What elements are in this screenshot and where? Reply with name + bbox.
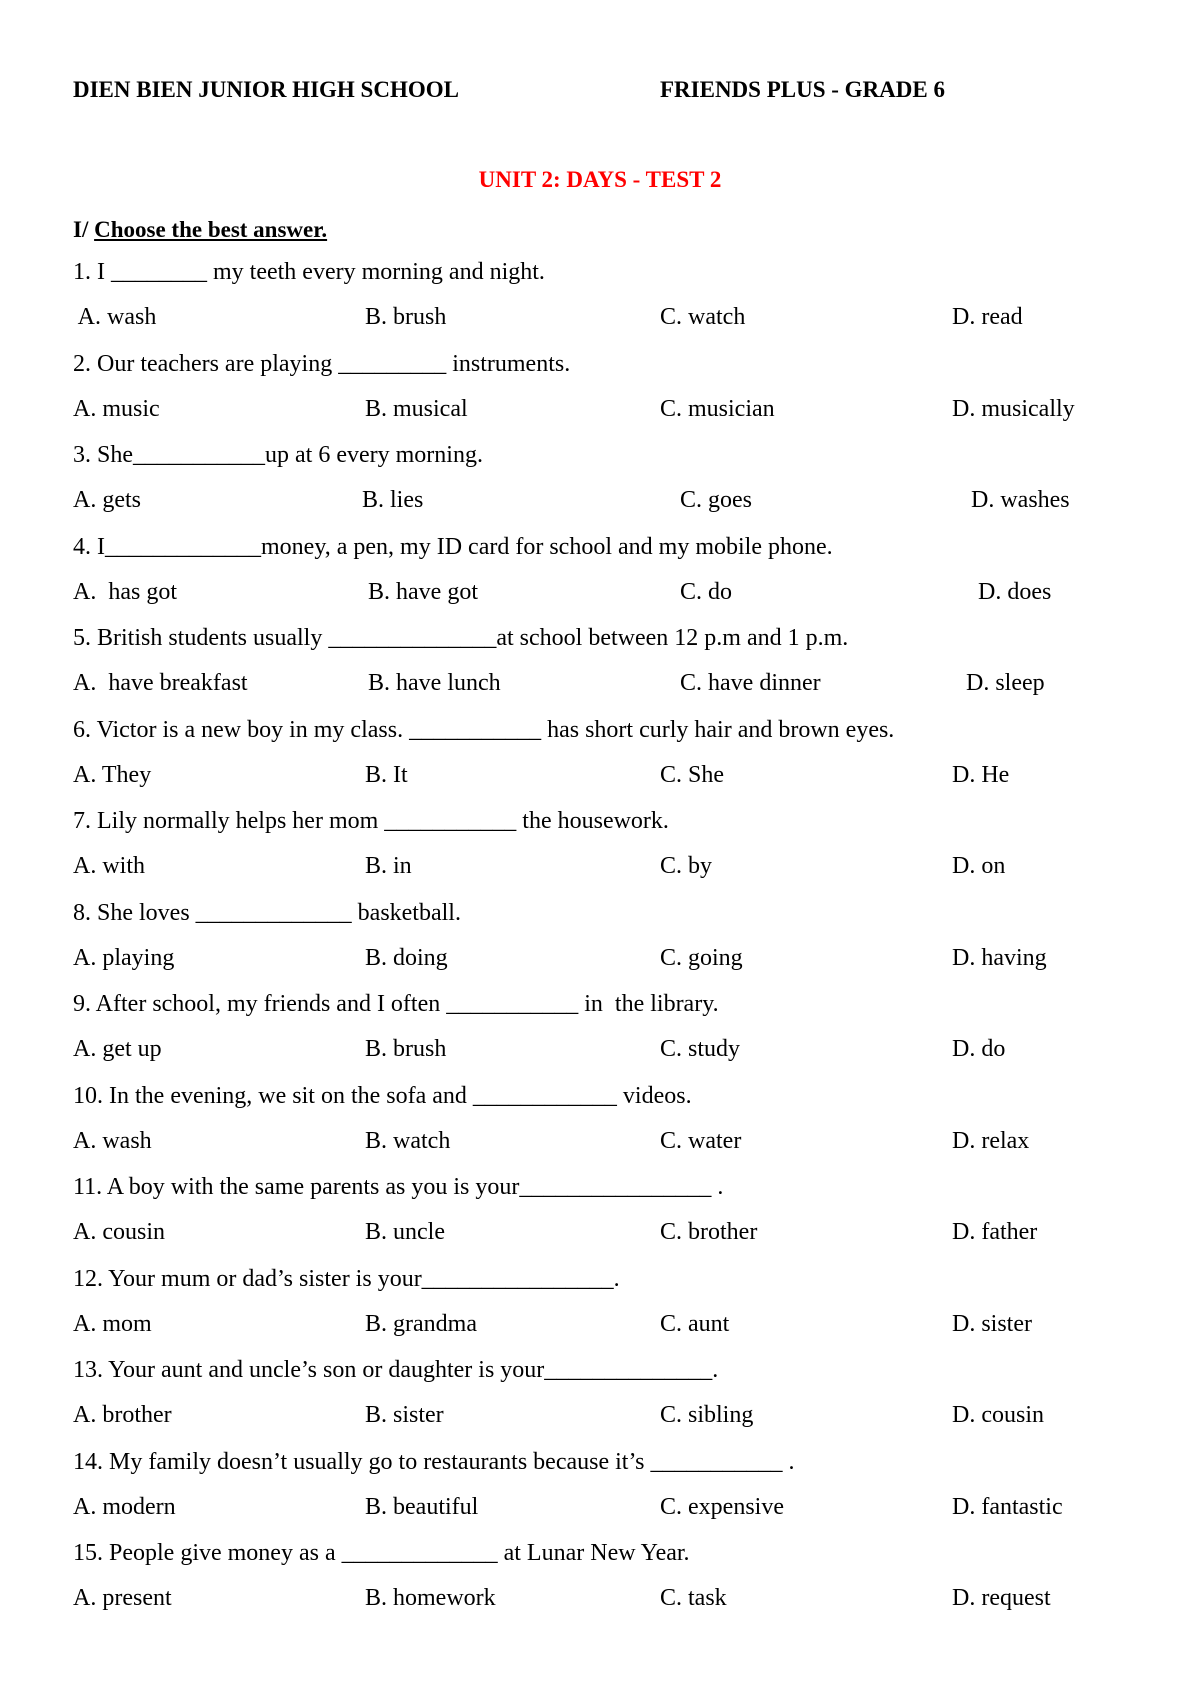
question-13-option-b: B. sister (365, 1402, 444, 1428)
question-10-option-d: D. relax (952, 1127, 1030, 1154)
question-5-option-b: B. have lunch (368, 670, 501, 696)
question-15-option-b: B. homework (365, 1585, 496, 1611)
question-3-text: 3. She___________up at 6 every morning. (73, 442, 483, 468)
question-13-text: 13. Your aunt and uncle’s son or daughter is your______________. (73, 1357, 719, 1383)
question-6-option-c: C. She (660, 761, 725, 788)
question-2-option-b: B. musical (365, 395, 468, 422)
question-13-option-a: A. brother (73, 1402, 172, 1428)
question-11-option-c: C. brother (660, 1219, 758, 1245)
question-4-option-b: B. have got (368, 578, 478, 605)
section-heading (73, 216, 327, 244)
section-number: I/ (73, 217, 89, 242)
question-8-option-a: A. playing (73, 944, 175, 971)
question-6-option-a: A. They (73, 761, 152, 788)
question-6-text: 6. Victor is a new boy in my class. ___________ has short curly hair and brown eyes. (73, 716, 895, 743)
question-12-option-d: D. sister (952, 1310, 1032, 1337)
question-9-option-a: A. get up (73, 1036, 162, 1062)
section-instruction: Choose the best answer. (94, 217, 328, 242)
question-8-option-d: D. having (952, 944, 1047, 971)
question-14-text: 14. My family doesn’t usually go to restaurants because it’s ___________ . (73, 1448, 795, 1475)
question-12-text: 12. Your mum or dad’s sister is your________________. (73, 1265, 620, 1292)
question-3-option-d: D. washes (971, 487, 1070, 513)
question-10-text: 10. In the evening, we sit on the sofa and ____________ videos. (73, 1082, 692, 1109)
question-14-option-a: A. modern (73, 1493, 176, 1520)
question-1-option-c: C. watch (660, 304, 746, 330)
question-9-option-b: B. brush (365, 1036, 447, 1062)
test-title: UNIT 2: DAYS - TEST 2 (478, 167, 722, 192)
question-15-option-d: D. request (952, 1585, 1051, 1611)
question-10-option-a: A. wash (73, 1127, 152, 1154)
question-1-option-d: D. read (952, 304, 1023, 330)
question-7-option-d: D. on (952, 853, 1006, 879)
question-13-option-d: D. cousin (952, 1402, 1044, 1428)
question-9-option-d: D. do (952, 1036, 1006, 1062)
question-14-option-b: B. beautiful (365, 1493, 479, 1520)
question-8-option-b: B. doing (365, 944, 448, 971)
course-name: FRIENDS PLUS - GRADE 6 (660, 77, 945, 102)
question-5-text: 5. British students usually ______________at school between 12 p.m and 1 p.m. (73, 625, 849, 651)
question-11-option-d: D. father (952, 1219, 1038, 1245)
question-12-option-a: A. mom (73, 1310, 152, 1337)
question-5-option-d: D. sleep (966, 670, 1045, 696)
question-7-option-c: C. by (660, 853, 713, 879)
question-5-option-a: A. have breakfast (73, 670, 248, 696)
question-4-option-a: A. has got (73, 578, 177, 605)
question-3-option-b: B. lies (362, 487, 424, 513)
question-4-option-c: C. do (680, 578, 733, 605)
question-14-option-d: D. fantastic (952, 1493, 1063, 1520)
question-2-option-c: C. musician (660, 395, 775, 422)
question-12-option-b: B. grandma (365, 1310, 477, 1337)
question-8-option-c: C. going (660, 944, 743, 971)
question-7-option-a: A. with (73, 853, 145, 879)
question-2-option-a: A. music (73, 395, 160, 422)
question-1-option-a: A. wash (73, 304, 157, 330)
question-2-text: 2. Our teachers are playing _________ instruments. (73, 350, 571, 377)
question-3-option-a: A. gets (73, 487, 141, 513)
question-4-option-d: D. does (978, 578, 1052, 605)
question-3-option-c: C. goes (680, 487, 752, 513)
question-12-option-c: C. aunt (660, 1310, 730, 1337)
question-13-option-c: C. sibling (660, 1402, 754, 1428)
question-15-option-c: C. task (660, 1585, 727, 1611)
question-8-text: 8. She loves _____________ basketball. (73, 899, 461, 926)
question-14-option-c: C. expensive (660, 1493, 784, 1520)
question-15-text: 15. People give money as a _____________ at Lunar New Year. (73, 1540, 690, 1566)
question-11-option-b: B. uncle (365, 1219, 445, 1245)
question-7-option-b: B. in (365, 853, 412, 879)
question-11-text: 11. A boy with the same parents as you is your________________ . (73, 1174, 724, 1200)
question-4-text: 4. I_____________money, a pen, my ID card for school and my mobile phone. (73, 533, 833, 560)
question-5-option-c: C. have dinner (680, 670, 821, 696)
question-7-text: 7. Lily normally helps her mom ___________ the housework. (73, 808, 669, 834)
question-11-option-a: A. cousin (73, 1219, 165, 1245)
question-2-option-d: D. musically (952, 395, 1075, 422)
question-10-option-c: C. water (660, 1127, 742, 1154)
question-1-option-b: B. brush (365, 304, 447, 330)
question-15-option-a: A. present (73, 1585, 172, 1611)
school-name: DIEN BIEN JUNIOR HIGH SCHOOL (73, 77, 459, 102)
question-10-option-b: B. watch (365, 1127, 451, 1154)
question-9-option-c: C. study (660, 1036, 741, 1062)
question-9-text: 9. After school, my friends and I often ___________ in the library. (73, 991, 719, 1017)
question-1-text: 1. I ________ my teeth every morning and night. (73, 259, 545, 285)
question-6-option-b: B. It (365, 761, 408, 788)
question-6-option-d: D. He (952, 761, 1010, 788)
